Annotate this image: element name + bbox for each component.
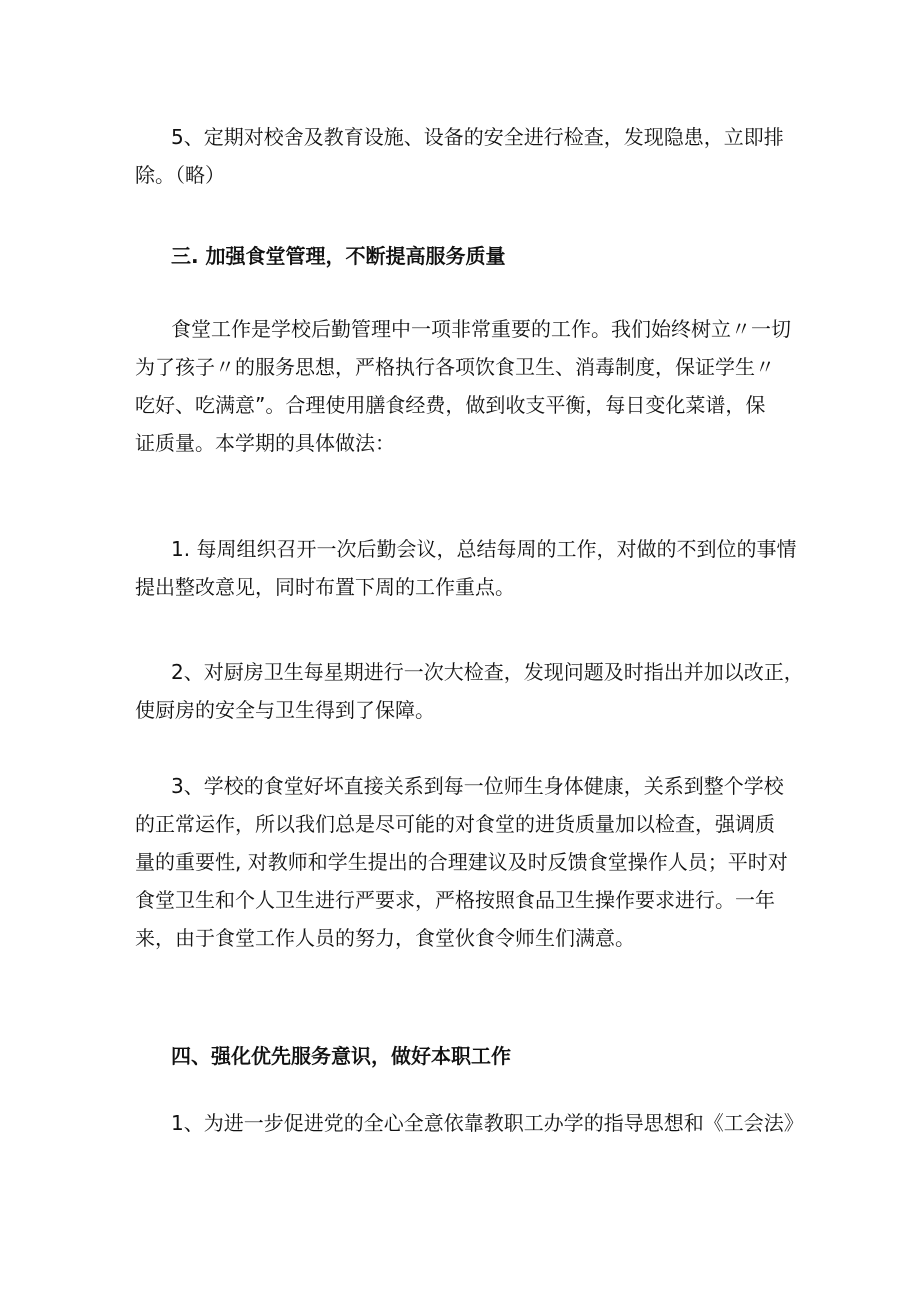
text-line: 1. 每周组织召开一次后勤会议，总结每周的工作，对做的不到位的事情	[171, 537, 797, 561]
text-line: 量的重要性, 对教师和学生提出的合理建议及时反馈食堂操作人员；平时对	[135, 850, 788, 874]
heading-text: 三. 加强食堂管理，不断提高服务质量	[171, 244, 506, 268]
text-line: 的正常运作，所以我们总是尽可能的对食堂的进货质量加以检查，强调质	[135, 812, 775, 836]
paragraph-section-3-item-3	[135, 767, 800, 957]
text-line: 为了孩子〃的服务思想，严格执行各项饮食卫生、消毒制度，保证学生〃	[135, 355, 775, 379]
text-line: 2、对厨房卫生每星期进行一次大检查，发现问题及时指出并加以改正，	[171, 660, 804, 684]
text-line: 食堂工作是学校后勤管理中一项非常重要的工作。我们始终树立〃一切	[171, 317, 791, 341]
paragraph-section-3-item-1	[135, 530, 800, 606]
section-3-heading	[135, 237, 800, 275]
text-line: 1、为进一步促进党的全心全意依靠教职工办学的指导思想和《工会法》	[171, 1111, 804, 1135]
text-line: 使厨房的安全与卫生得到了保障。	[135, 698, 435, 722]
section-4-heading	[135, 1037, 800, 1075]
text-line: 3、学校的食堂好坏直接关系到每一位师生身体健康，关系到整个学校	[171, 774, 784, 798]
paragraph-section-4-item-1	[135, 1104, 804, 1142]
paragraph-section-3-intro	[135, 310, 800, 462]
text-line: 除。（略）	[135, 163, 225, 187]
text-line: 提出整改意见，同时布置下周的工作重点。	[135, 575, 515, 599]
paragraph-section-3-item-2	[135, 653, 804, 729]
text-line: 吃好、吃满意”。合理使用膳食经费，做到收支平衡，每日变化菜谱，保	[135, 393, 766, 417]
paragraph-item-5	[135, 118, 800, 194]
text-line: 来，由于食堂工作人员的努力，食堂伙食令师生们满意。	[135, 926, 635, 950]
text-line: 证质量。本学期的具体做法：	[135, 431, 395, 455]
heading-text: 四、强化优先服务意识，做好本职工作	[171, 1044, 511, 1068]
text-line: 食堂卫生和个人卫生进行严要求，严格按照食品卫生操作要求进行。一年	[135, 888, 775, 912]
text-line: 5、定期对校舍及教育设施、设备的安全进行检查，发现隐患，立即排	[171, 125, 784, 149]
